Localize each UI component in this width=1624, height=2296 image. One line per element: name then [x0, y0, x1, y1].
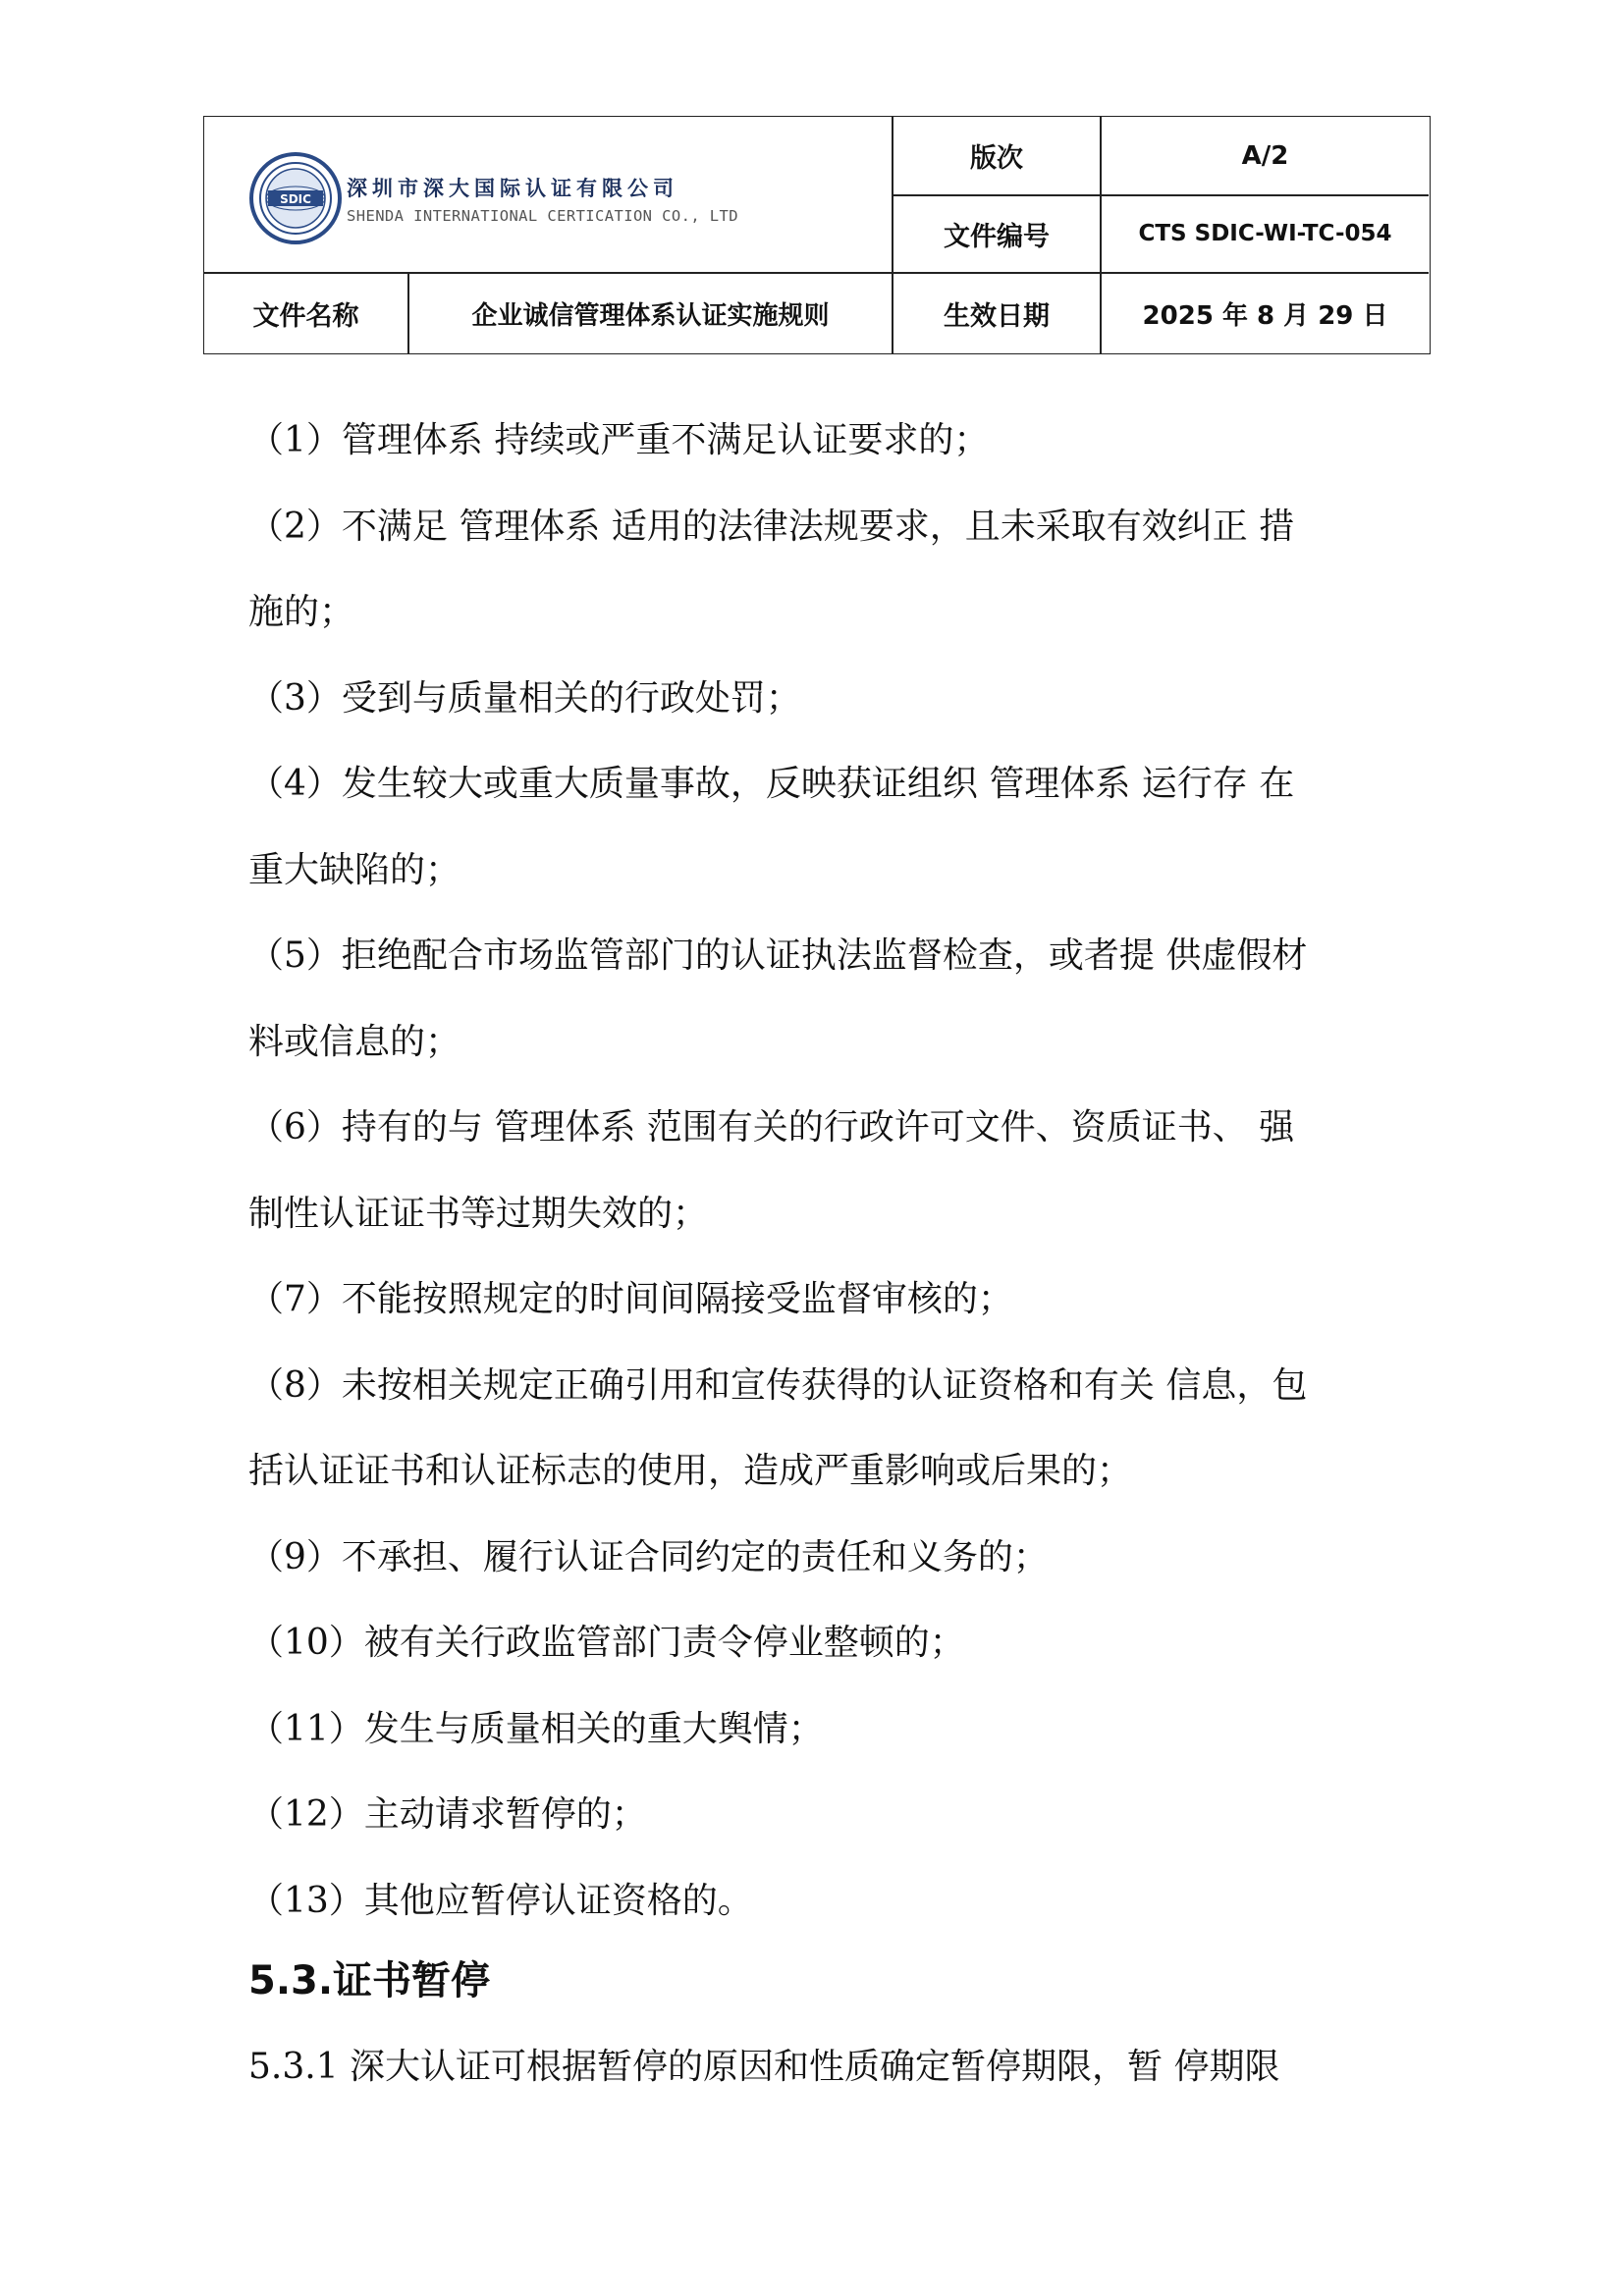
clause-line: 施的； — [248, 592, 355, 632]
version-value: A/2 — [1241, 140, 1289, 171]
sdic-seal-icon — [248, 151, 343, 245]
clause-line: 括认证证书和认证标志的使用，造成严重影响或后果的； — [248, 1451, 1133, 1491]
doc-number-value: CTS SDIC-WI-TC-054 — [1138, 221, 1392, 246]
clause-line: （7）不能按照规定的时间间隔接受监督审核的； — [248, 1279, 1013, 1319]
section-heading: 5.3.证书暂停 — [248, 1958, 491, 2003]
clause-line: （13）其他应暂停认证资格的。 — [248, 1880, 753, 1921]
clause-line: （1）管理体系 持续或严重不满足认证要求的； — [248, 420, 990, 460]
clause-line: （4）发生较大或重大质量事故，反映获证组织 管理体系 运行存 在 — [248, 764, 1295, 804]
clause-line: 料或信息的； — [248, 1021, 461, 1062]
clause-line: （12）主动请求暂停的； — [248, 1794, 647, 1835]
logo-text: SDIC — [280, 192, 311, 206]
doc-name-value: 企业诚信管理体系认证实施规则 — [471, 301, 830, 331]
version-label: 版次 — [970, 143, 1023, 174]
clause-line: 重大缺陷的； — [248, 849, 461, 890]
company-name-cn: 深圳市深大国际认证有限公司 — [347, 177, 678, 200]
company-name-en: SHENDA INTERNATIONAL CERTICATION CO., LTD — [347, 207, 739, 225]
effective-date-value: 2025 年 8 月 29 日 — [1142, 301, 1388, 331]
document-body — [248, 398, 1387, 2116]
subclause-line: 5.3.1 深大认证可根据暂停的原因和性质确定暂停期限，暂 停期限 — [248, 2047, 1280, 2087]
clause-line: （10）被有关行政监管部门责令停业整顿的； — [248, 1623, 965, 1663]
doc-number-label: 文件编号 — [944, 221, 1050, 252]
company-logo — [248, 151, 798, 269]
clause-line: （9）不承担、履行认证合同约定的责任和义务的； — [248, 1536, 1049, 1577]
effective-date-label: 生效日期 — [944, 301, 1050, 332]
doc-name-label: 文件名称 — [252, 301, 359, 332]
clause-line: （8）未按相关规定正确引用和宣传获得的认证资格和有关 信息，包 — [248, 1364, 1308, 1406]
clause-line: （6）持有的与 管理体系 范围有关的行政许可文件、资质证书、 强 — [248, 1107, 1295, 1148]
clause-line: （2）不满足 管理体系 适用的法律法规要求，且未采取有效纠正 措 — [248, 506, 1295, 547]
clause-line: （3）受到与质量相关的行政处罚； — [248, 677, 801, 719]
document-header-table — [203, 116, 1431, 354]
clause-line: 制性认证证书等过期失效的； — [248, 1193, 709, 1234]
clause-line: （11）发生与质量相关的重大舆情； — [248, 1708, 824, 1749]
clause-line: （5）拒绝配合市场监管部门的认证执法监督检查，或者提 供虚假材 — [248, 935, 1308, 976]
